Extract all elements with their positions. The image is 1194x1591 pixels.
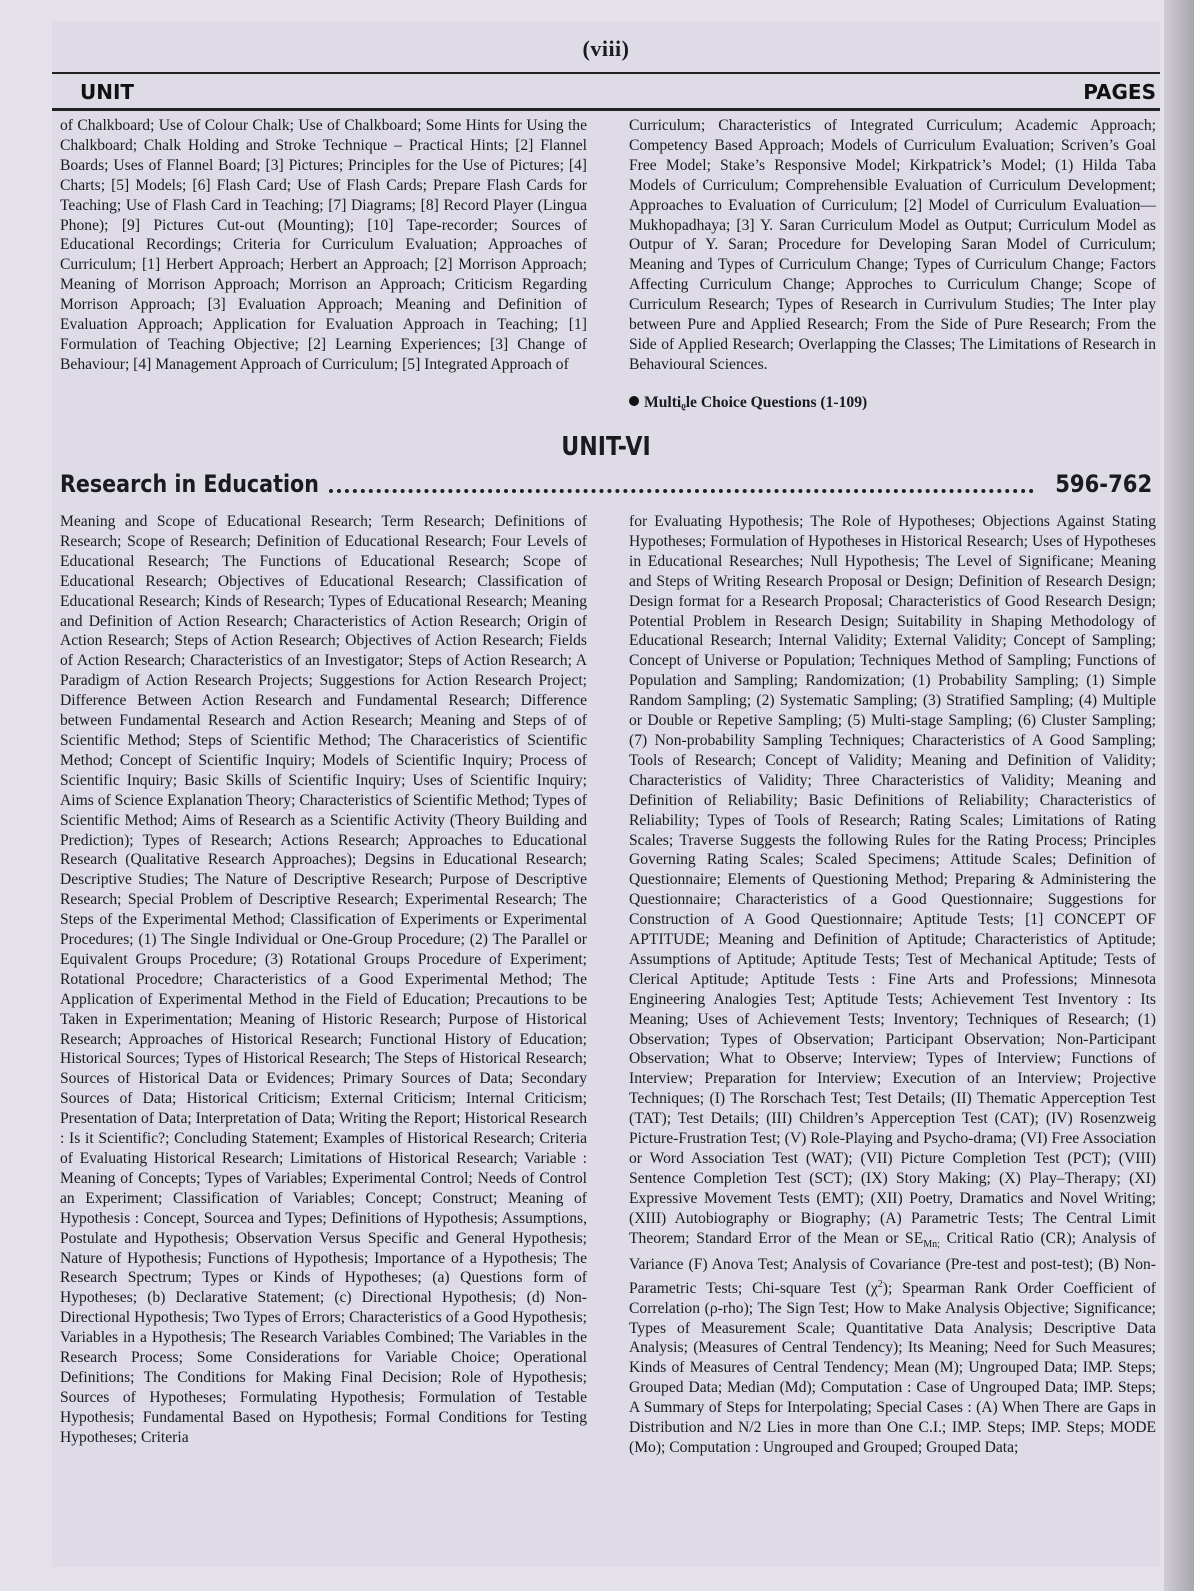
bullet-icon bbox=[629, 396, 639, 406]
prev-unit-topics-right: Curriculum; Characteristics of Integrated Curriculum; Academic Approach; Competency Based Approach; Models of Curriculum Evaluation; Scriven’s Goal Free Model; Stake’s Responsive Model; Kirkpatrick’s Model; (1) Hilda Taba Models of Curriculum; Comprehensible Evaluation of Curriculum Development; Approaches to Evaluation of Curriculum; [2] Model of Curriculum Evaluation—Mukhopadhaya; [3] Y. Saran Curriculum Model as Output; Curriculum Model as Outpur of Y. Saran; Procedure for Developing Saran Model of Curriculum; Meaning and Types of Curriculum Change; Types of Curriculum Change; Factors Affecting Curriculum Change; Approches to Curriculum Change; Scope of Curriculum Research; Types of Research in Currivulum Studies; The Inter play between Pure and Applied Research; From the Side of Pure Research; From the Side of Applied Research; Overlapping the Classes; The Limitations of Research in Behavioural Sciences. bbox=[629, 117, 1156, 373]
section-page-range: 596-762 bbox=[1055, 470, 1152, 498]
page-edge-shadow bbox=[1164, 0, 1194, 1591]
pages-column-header: PAGES bbox=[1083, 80, 1156, 104]
section-heading bbox=[60, 466, 1152, 502]
unit-title: UNIT-VI bbox=[561, 432, 651, 462]
section-title: Research in Education bbox=[60, 470, 319, 498]
contents-page bbox=[52, 22, 1160, 1567]
unit-column-header: UNIT bbox=[80, 80, 135, 104]
chi-square-superscript: 2 bbox=[877, 1278, 883, 1290]
prev-unit-topics-left: of Chalkboard; Use of Colour Chalk; Use of Chalkboard; Some Hints for Using the Chalkboard; Chalk Holding and Stroke Technique – Practical Hints; [2] Flannel Boards; Uses of Flannel Board; [3] Pictures; Principles for the Use of Pictures; [4] Charts; [5] Models; [6] Flash Card; Use of Flash Cards; Prepare Flash Cards for Teaching; Use of Flash Card in Teaching; [7] Diagrams; [8] Record Player (Lingua Phone); [9] Pictures Cut-out (Mounting); [10] Tape-recorder; Sources of Educational Recordings; Criteria for Curriculum Evaluation; Approaches of Curriculum; [1] Herbert Approach; Herbert an Approach; [2] Morrison Approach; Meaning of Morrison Approach; Morrison an Approach; Criticism Regarding Morrison Approach; [3] Evaluation Approach; Meaning and Definition of Evaluation Approach; Application for Evaluation Approach in Teaching; [1] Formulation of Teaching Objective; [2] Learning Experiences; [3] Change of Behaviour; [4] Management Approach of Curriculum; [5] Integrated Approach of bbox=[60, 117, 587, 373]
unit-topics-right bbox=[629, 512, 1156, 1458]
unit-topics-left: Meaning and Scope of Educational Research; Term Research; Definitions of Research; Scope of Research; Definition of Educational Research; Four Levels of Educational Research; The Functions of Educational Research; Scope of Educational Research; Objectives of Educational Research; Classification of Educational Research; Kinds of Research; Types of Educational Research; Meaning and Definition of Action Research; Characteristics of Action Research; Origin of Action Research; Steps of Action Research; Objectives of Action Research; Fields of Action Research; Characteristics of an Investigator; Steps of Action Research; A Paradigm of Action Research Projects; Suggestions for Action Research Project; Difference Between Action Research and Fundamental Research; Difference between Fundamental Research and Action Research; Meaning and Steps of of Scientific Method; Steps of Scientific Method; The Characeristics of Scientific Method; Concept of Scientific Inquiry; Models of Scientific Inquiry; Process of Scientific Inquiry; Basic Skills of Scientific Inquiry; Uses of Scientific Inquiry; Aims of Science Explanation Theory; Characteristics of Scientific Method; Types of Scientific Method; Aims of Research as a Scientific Activity (Theory Building and Prediction); Types of Research; Actions Research; Approaches to Educational Research (Qualitative Research Approaches); Degsins in Educational Research; Descriptive Studies; The Nature of Descriptive Research; Purpose of Descriptive Research; Special Problem of Descriptive Research; Experimental Research; The Steps of the Experimental Method; Classification of Experiments or Experimental Procedures; (1) The Single Individual or One-Group Procedure; (2) The Parallel or Equivalent Groups Procedure; (3) Rotational Groups Procedure of Experiment; Rotational Procedʋre; Characteristics of a Good Experimental Method; The Application of Experimental Method in the Field of Education; Precautions to be Taken in Experimentation; Meaning of Historic Research; Purpose of Historical Research; Approaches of Historical Research; Functional History of Education; Historical Sources; Types of Historical Research; The Steps of Historical Research; Sources of Historical Data or Evidences; Primary Sources of Data; Secondary Sources of Data; Historical Criticism; External Criticism; Internal Criticism; Presentation of Data; Interpretation of Data; Writing the Report; Historical Research : Is it Scientific?; Concluding Statement; Examples of Historical Research; Criteria of Evaluating Historical Research; Limitations of Historical Research; Variable : Meaning of Concepts; Types of Variables; Experimental Control; Needs of Control an Experiment; Classification of Variables; Concept; Construct; Meaning of Hypothesis : Concept, Sourcea and Types; Definitions of Hypothesis; Assumptions, Postulate and Hypothesis; Observation Versus Specific and General Hypothesis; Nature of Hypothesis; Functions of Hypothesis; Importance of a Hypothesis; The Research Spectrum; Types or Kinds of Hypotheses; (a) Questions form of Hypotheses; (b) Declarative Statement; (c) Directional Hypothesis; (d) Non-Directional Hypothesis; Two Types of Errors; Characteristics of a Good Hypothesis; Variables in a Hypothesis; The Research Variables Combined; The Variables in the Research Process; Some Considerations for Variable Choice; Operational Definitions; The Conditions for Making Final Decision; Role of Hypothesis; Sources of Hypotheses; Formulating Hypothesis; Formulation of Testable Hypothesis; Fundamental Based on Hypothesis; Formal Conditions for Testing Hypotheses; Criteria bbox=[60, 513, 587, 1446]
unit-topics-right-part-b: Critical Ratio (CR); Analysis of Variance (F) Anova Test; Analysis of Covariance (Pre-test and post-test); (B) Non-Parametric Tests; Chi-square Test (χ bbox=[629, 1229, 1156, 1297]
header-rule-bottom bbox=[52, 108, 1160, 111]
mcq-entry bbox=[629, 394, 867, 412]
unit-topics-right-part-a: for Evaluating Hypothesis; The Role of Hypotheses; Objections Against Stating Hypotheses; Formulation of Hypotheses in Historical Research; Uses of Hypotheses in Educational Researches; Null Hypothesis; The Level of Significane; Meaning and Steps of Writing Research Proposal or Design; Definition of Research Design; Design format for a Research Proposal; Characteristics of Good Research Design; Potential Problem in Research Design; Suitability in Shaping Methodology of Educational Research; Internal Validity; External Validity; Concept of Sampling; Concept of Universe or Population; Techniques Method of Sampling; Functions of Population and Sampling; Randomization; (1) Probability Sampling; (1) Simple Random Sampling; (2) Systematic Sampling; (3) Stratified Sampling; (4) Multiple or Double or Repetive Sampling; (5) Multi-stage Sampling; (6) Cluster Sampling; (7) Non-probability Sampling Techniques; Characteristics of A Good Sampling; Tools of Research; Concept of Validity; Meaning and Definition of Validity; Characteristics of Validity; Three Characteristics of Validity; Meaning and Definition of Reliability; Basic Definitions of Reliability; Characteristics of Reliability; Types of Tools of Research; Rating Scales; Limitations of Rating Scales; Traverse Suggests the following Rules for the Rating Process; Principles Governing Rating Scales; Scaled Specimens; Attitude Scales; Definition of Questionnaire; Elements of Questioning Method; Preparing & Administering the Questionnaire; Characteristics of a Good Questionnaire; Suggestions for Construction of A Good Questionnaire; Aptitude Tests; [1] CONCEPT OF APTITUDE; Meaning and Definition of Aptitude; Characteristics of Aptitude; Assumptions of Aptitude; Aptitude Tests; Test of Mechanical Aptitude; Tests of Clerical Aptitude; Aptitude Tests : Fine Arts and Professions; Minnesota Engineering Analogies Test; Aptitude Tests; Achievement Test Inventory : Its Meaning; Uses of Achievement Tests; Inventory; Techniques of Research; (1) Observation; Types of Observation; Participant Observation; Non-Participant Observation; What to Observe; Interview; Types of Interview; Functions of Interview; Preparation for Interview; Execution of an Interview; Projective Techniques; (I) The Rorschach Test; Test Details; (II) Thematic Apperception Test (TAT); Test Details; (III) Children’s Apperception Test (CAT); (IV) Rosenzweig Picture-Frustration Test; (V) Role-Playing and Psycho-drama; (VI) Free Association or Word Association Test (WAT); (VII) Picture Completion Test (PCT); (VIII) Sentence Completion Test (SCT); (IX) Story Making; (X) Play–Therapy; (XI) Expressive Movement Tests (EMT); (XII) Poetry, Dramatics and Novel Writing; (XIII) Autobiography or Biography; (A) Parametric Tests; The Central Limit Theorem; Standard Error of the Mean or SE bbox=[629, 513, 1156, 1247]
unit-topics-right-part-c: ); Spearman Rank Order Coefficient of Correlation (ρ-rho); The Sign Test; How to Make Analysis Objective; Significance; Types of Measurement Scale; Quantitative Data Analysis; Descriptive Data Analysis; (Measures of Central Tendency); Its Meaning; Need for Such Measures; Kinds of Measures of Central Tendency; Mean (M); Ungrouped Data; IMP. Steps; Grouped Data; Median (Md); Computation : Case of Ungrouped Data; IMP. Steps; A Summary of Steps for Interpolating; Special Cases : (A) When There are Gaps in Distribution and N/2 Lies in more than One C.I.; IMP. Steps; IMP. Steps; MODE (Mo); Computation : Ungrouped and Grouped; Grouped Data; bbox=[629, 1279, 1157, 1456]
mcq-label: Multiᵨle Choice Questions (1-109) bbox=[644, 394, 868, 411]
page-number: (viii) bbox=[582, 36, 630, 61]
dot-leader bbox=[329, 475, 1034, 493]
header-rule-top bbox=[52, 72, 1160, 74]
se-subscript: Mn; bbox=[923, 1238, 940, 1250]
